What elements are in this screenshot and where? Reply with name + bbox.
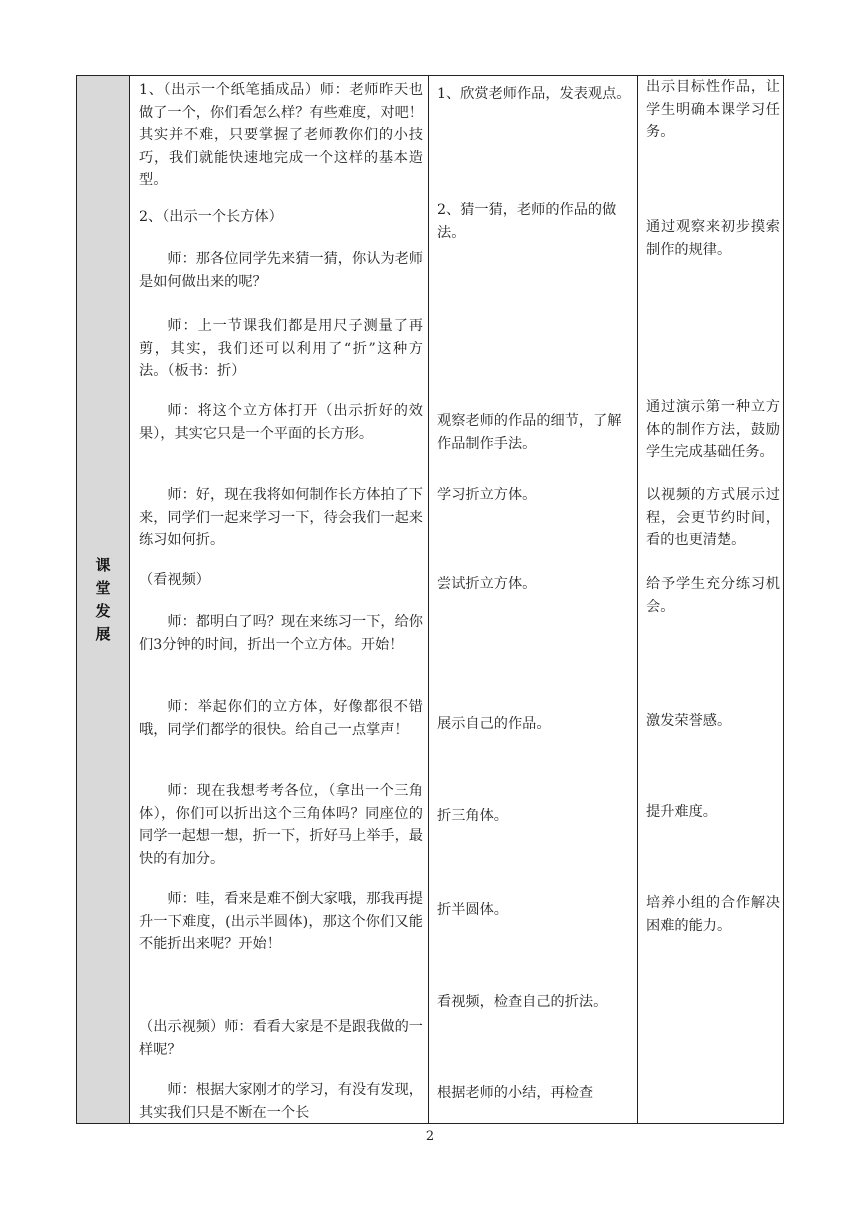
intent-paragraph: 提升难度。: [646, 804, 717, 820]
intent-paragraph: 通过演示第一种立方体的制作方法，鼓励学生完成基础任务。: [646, 399, 780, 460]
teacher-paragraph: 师：将这个立方体打开（出示折好的效果），其实它只是一个平面的长方形。: [139, 403, 423, 442]
student-paragraph: 折半圆体。: [437, 902, 508, 918]
teacher-paragraph: 师：举起你们的立方体，好像都很不错哦，同学们都学的很快。给自己一点掌声！: [139, 699, 423, 738]
student-paragraph: 折三角体。: [437, 808, 508, 824]
teacher-paragraph: 师：那各位同学先来猜一猜，你认为老师是如何做出来的呢？: [139, 251, 423, 290]
intent-paragraph: 给予学生充分练习机会。: [646, 576, 780, 615]
design-intent-cell: [638, 76, 784, 1124]
teacher-activity-cell: [130, 76, 429, 1124]
student-paragraph: 1、欣赏老师作品，发表观点。: [437, 86, 631, 102]
table-row: [77, 76, 784, 1124]
teacher-paragraph: （出示视频）师：看看大家是不是跟我做的一样呢？: [139, 1019, 423, 1058]
teacher-paragraph: 师：上一节课我们都是用尺子测量了再剪，其实，我们还可以利用了“折”这种方法。（板书：折）: [139, 318, 423, 379]
teacher-paragraph: 师：现在我想考考各位，（拿出一个三角体），你们可以折出这个三角体吗？同座位的同学一起想一想，折一下，折好马上举手，最快的有加分。: [139, 783, 423, 867]
student-paragraph: 尝试折立方体。: [437, 576, 537, 592]
student-paragraph: 展示自己的作品。: [437, 716, 551, 732]
student-paragraph: 看视频，检查自己的折法。: [437, 994, 608, 1010]
section-cell: [77, 76, 130, 1124]
student-paragraph: 观察老师的作品的细节，了解作品制作手法。: [437, 413, 622, 452]
student-paragraph: 根据老师的小结，再检查: [437, 1085, 594, 1101]
intent-paragraph: 培养小组的合作解决困难的能力。: [646, 895, 780, 934]
intent-paragraph: 以视频的方式展示过程，会更节约时间，看的也更清楚。: [646, 487, 780, 548]
intent-paragraph: 激发荣誉感。: [646, 713, 732, 729]
teacher-paragraph: 师：都明白了吗？现在来练习一下，给你们3分钟的时间，折出一个立方体。开始！: [139, 614, 423, 653]
intent-paragraph: 出示目标性作品，让学生明确本课学习任务。: [646, 79, 780, 140]
teacher-paragraph: 2、（出示一个长方体）: [139, 209, 283, 225]
page-number: 2: [425, 1129, 435, 1144]
student-paragraph: 学习折立方体。: [437, 487, 537, 503]
teacher-paragraph: 师：根据大家刚才的学习，有没有发现，其实我们只是不断在一个长: [139, 1082, 423, 1121]
teacher-paragraph: （看视频）: [139, 572, 210, 588]
intent-paragraph: 通过观察来初步摸索制作的规律。: [646, 219, 780, 258]
teacher-paragraph: 师：哇，看来是难不倒大家哦，那我再提升一下难度，(出示半圆体)，那这个你们又能不能折出来呢？开始！: [139, 891, 423, 952]
section-label: 课堂发展: [95, 555, 111, 643]
student-activity-cell: [429, 76, 638, 1124]
student-paragraph: 2、猜一猜，老师的作品的做法。: [437, 202, 617, 241]
teacher-paragraph: 1、（出示一个纸笔插成品）师：老师昨天也做了一个，你们看怎么样？有些难度，对吧！其实并不难，只要掌握了老师教你们的小技巧，我们就能快速地完成一个这样的基本造型。: [139, 82, 423, 188]
teacher-paragraph: 师：好，现在我将如何制作长方体拍了下来，同学们一起来学习一下，待会我们一起来练习如何折。: [139, 487, 423, 548]
lesson-plan-table: [76, 75, 784, 1124]
